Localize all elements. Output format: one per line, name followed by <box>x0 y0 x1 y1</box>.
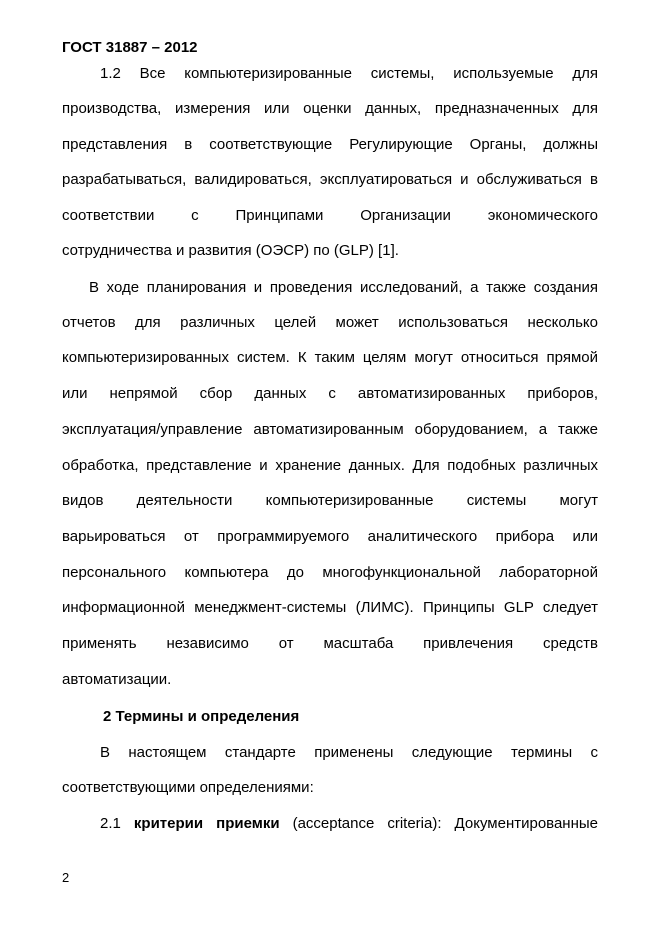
paragraph-line: видов деятельности компьютеризированные системы могут <box>62 492 598 509</box>
paragraph-line: В ходе планирования и проведения исследований, а также создания <box>89 279 598 296</box>
paragraph-line: соответствующими определениями: <box>62 779 314 796</box>
paragraph-line: информационной менеджмент-системы (ЛИМС). Принципы GLP следует <box>62 599 598 616</box>
paragraph-line: компьютеризированных систем. К таким целям могут относиться прямой <box>62 349 598 366</box>
term-name: критерии приемки <box>133 815 280 832</box>
paragraph-line: обработка, представление и хранение данных. Для подобных различных <box>62 457 598 474</box>
paragraph-line: соответствии с Принципами Организации экономического <box>62 207 598 224</box>
paragraph-line: автоматизации. <box>62 671 172 688</box>
term-number: 2.1 <box>100 815 121 832</box>
paragraph-line: варьироваться от программируемого аналитического прибора или <box>62 528 598 545</box>
paragraph-line: отчетов для различных целей может использоваться несколько <box>62 314 598 331</box>
paragraph-line: разрабатываться, валидироваться, эксплуатироваться и обслуживаться в <box>62 171 598 188</box>
paragraph-line: или непрямой сбор данных с автоматизированных приборов, <box>62 385 598 402</box>
paragraph-line: В настоящем стандарте применены следующие термины с <box>100 744 598 761</box>
paragraph-line: 1.2 Все компьютеризированные системы, используемые для <box>100 65 598 82</box>
term-definition-line <box>100 814 598 834</box>
paragraph-line: персонального компьютера до многофункциональной лабораторной <box>62 564 598 581</box>
section-heading: 2 Термины и определения <box>103 708 300 725</box>
page-number: 2 <box>62 870 70 885</box>
paragraph-line: применять независимо от масштаба привлечения средств <box>62 635 598 652</box>
term-rest: (acceptance criteria): Документированные <box>292 815 598 832</box>
paragraph-line: производства, измерения или оценки данных, предназначенных для <box>62 100 598 117</box>
paragraph-line: представления в соответствующие Регулирующие Органы, должны <box>62 136 598 153</box>
paragraph-line: сотрудничества и развития (ОЭСР) по (GLP) [1]. <box>62 242 399 259</box>
paragraph-line: эксплуатация/управление автоматизированным оборудованием, а также <box>62 421 598 438</box>
document-header: ГОСТ 31887 – 2012 <box>62 39 198 56</box>
